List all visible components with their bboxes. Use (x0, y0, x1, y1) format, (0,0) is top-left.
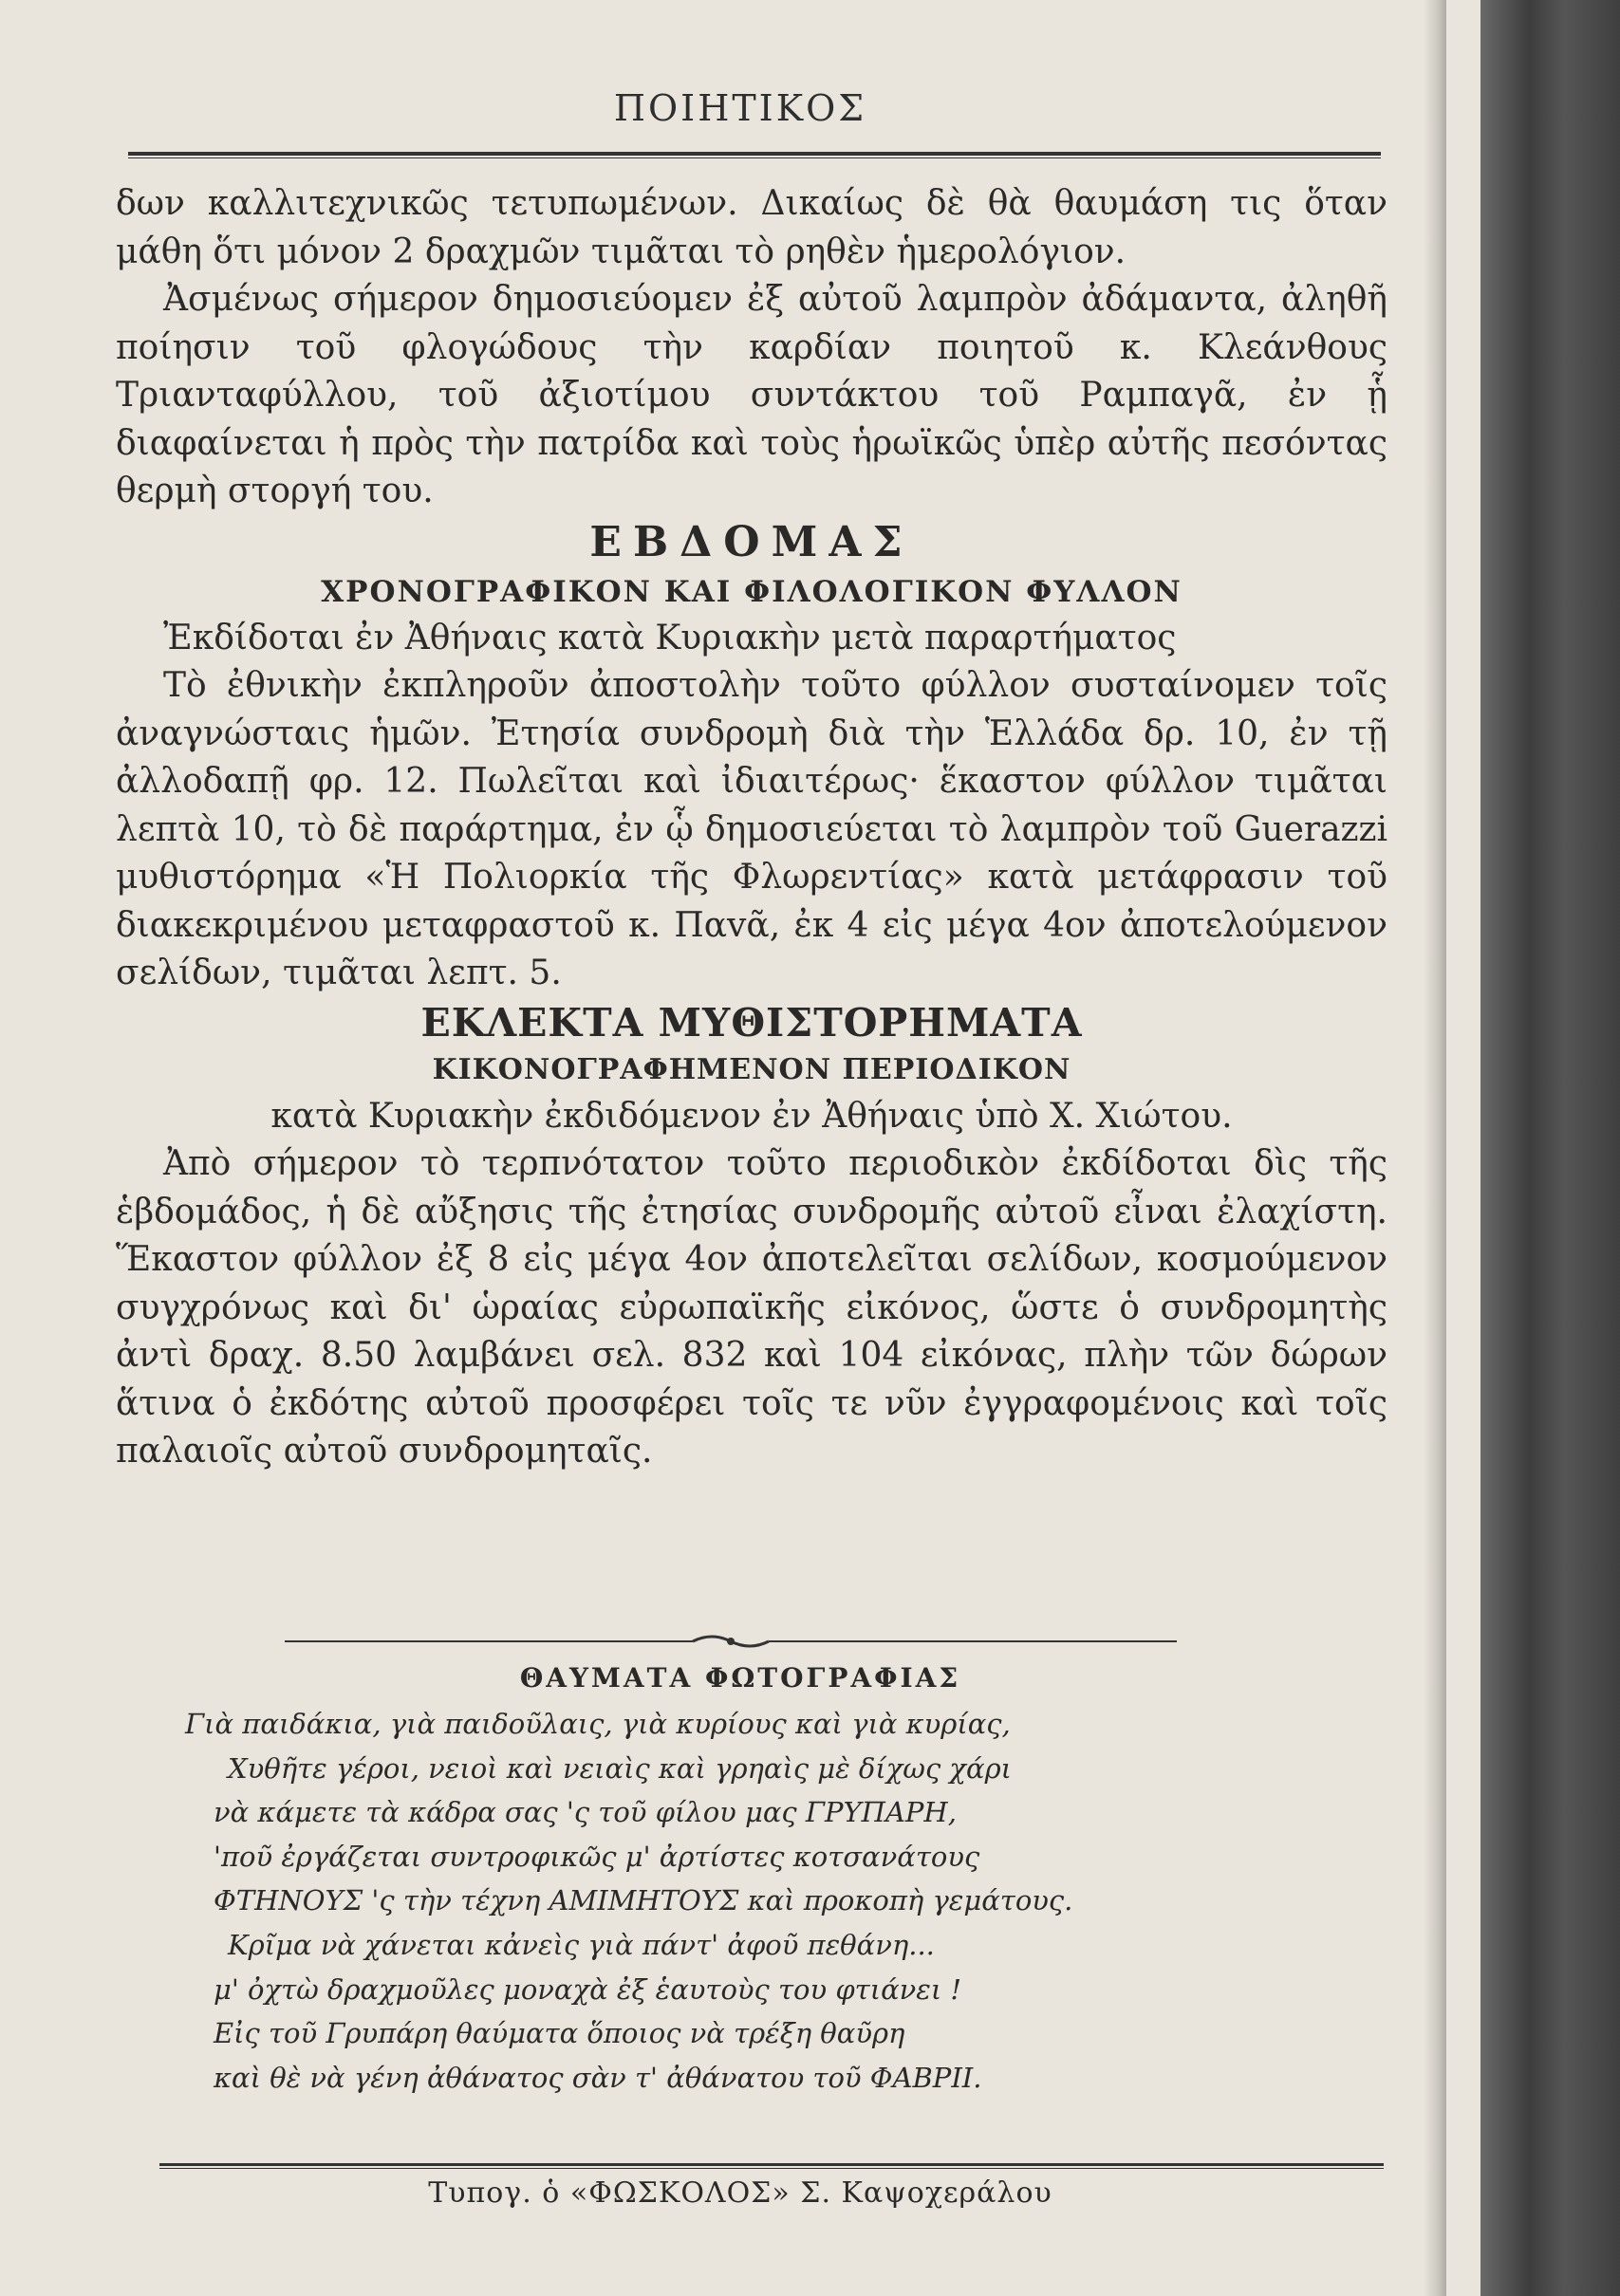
poem-line: Κρῖμα νὰ χάνεται κἀνεὶς γιὰ πάντ' ἀφοῦ πεθάνη... (228, 1928, 935, 1961)
printer-imprint: Τυπογ. ὁ «ΦΩΣΚΟΛΟΣ» Σ. Καψοχεράλου (428, 2176, 1052, 2210)
poem-line: 'ποῦ ἐργάζεται συντροφικῶς μ' ἀρτίστες κοτσανάτους (214, 1840, 980, 1873)
header-rule (128, 152, 1381, 158)
ebdomas-subtitle: ΧΡΟΝΟΓΡΑΦΙΚΟΝ ΚΑΙ ΦΙΛΟΛΟΓΙΚΟΝ ΦΥΛΛΟΝ (321, 574, 1182, 609)
eklekta-published-line: κατὰ Κυριακὴν ἐκδιδόμενον ἐν Ἀθήναις ὑπὸ Χ. Χιώτου. (270, 1096, 1233, 1136)
intro-tail-paragraph: δων καλλιτεχνικῶς τετυπωμένων. Δικαίως δὲ θὰ θαυμάση τις ὅταν μάθη ὅτι μόνον 2 δραχμῶν τιμᾶται τὸ ρηθὲν ἡμερολόγιον. (116, 184, 1387, 271)
ornamental-rule (285, 1630, 1177, 1653)
poem-line: νὰ κάμετε τὰ κάδρα σας 'ς τοῦ φίλου μας ΓΡΥΠΑΡΗ, (214, 1796, 957, 1829)
ebdomas-title: ΕΒΔΟΜΑΣ (589, 517, 914, 566)
poem (185, 1702, 1400, 2100)
poem-title: ΘΑΥΜΑΤΑ ΦΩΤΟΓΡΑΦΙΑΣ (519, 1662, 961, 1694)
poem-line: ΦΤΗΝΟΥΣ 'ς τὴν τέχνη ΑΜΙΜΗΤΟΥΣ καὶ προκοπὴ γεμάτους. (214, 1884, 1073, 1917)
scan-margin (1480, 0, 1620, 2296)
ebdomas-published-line: Ἐκδίδοται ἐν Ἀθήναις κατὰ Κυριακὴν μετὰ παραρτήματος (163, 618, 1177, 657)
poem-line: μ' ὀχτὼ δραχμοῦλες μοναχὰ ἐξ ἑαυτοὺς του φτιάνει ! (214, 1972, 962, 2006)
poem-line: Χυθῆτε γέροι, νειοὶ καὶ νειαὶς καὶ γρηαὶς μὲ δίχως χάρι (228, 1751, 1012, 1785)
poem-line: Εἰς τοῦ Γρυπάρη θαύματα ὅποιος νὰ τρέξη θαῦρη (214, 2017, 905, 2050)
poem-line: Γιὰ παιδάκια, γιὰ παιδοῦλαις, γιὰ κυρίους καὶ γιὰ κυρίας, (185, 1708, 1011, 1740)
main-text (116, 180, 1387, 1476)
eklekta-paragraph: Ἀπὸ σήμερον τὸ τερπνότατον τοῦτο περιοδικὸν ἐκδίδοται δὶς τῆς ἑβδομάδος, ἡ δὲ αὔξησις τῆς ἐτησίας συνδρομῆς αὐτοῦ εἶναι ἐλαχίστη. Ἕκαστον φύλλον ἐξ 8 εἰς μέγα 4ον ἀποτελεῖται σελίδων, κοσμούμενον συγχρόνως καὶ δι' ὡραίας εὐρωπαϊκῆς εἰκόνος, ὥστε ὁ συνδρομητὴς ἀντὶ δραχ. 8.50 λαμβάνει σελ. 832 καὶ 104 εἰκόνας, πλὴν τῶν δώρων ἅτινα ὁ ἐκδότης αὐτοῦ προσφέρει τοῖς τε νῦν ἐγγραφομένοις καὶ τοῖς παλαιοῖς αὐτοῦ συνδρομηταῖς. (116, 1144, 1387, 1471)
eklekta-title: ΕΚΛΕΚΤΑ ΜΥΘΙΣΤΟΡΗΜΑΤΑ (420, 999, 1083, 1046)
eklekta-subtitle: ΚΙΚΟΝΟΓΡΑΦΗΜΕΝΟΝ ΠΕΡΙΟΔΙΚΟΝ (432, 1052, 1071, 1086)
page-shadow (1424, 0, 1446, 2296)
ebdomas-paragraph: Τὸ ἐθνικὴν ἐκπληροῦν ἀποστολὴν τοῦτο φύλλον συσταίνομεν τοῖς ἀναγνώσταις ἡμῶν. Ἐτησία συνδρομὴ διὰ τὴν Ἑλλάδα δρ. 10, ἐν τῇ ἀλλοδαπῇ φρ. 12. Πωλεῖται καὶ ἰδιαιτέρως· ἕκαστον φύλλον τιμᾶται λεπτὰ 10, τὸ δὲ παράρτημα, ἐν ᾧ δημοσιεύεται τὸ λαμπρὸν τοῦ Guerazzi μυθιστόρημα «Ἡ Πολιορκία τῆς Φλωρεντίας» κατὰ μετάφρασιν τοῦ διακεκριμένου μεταφραστοῦ κ. Παvᾶ, ἐκ 4 εἰς μέγα 4ον ἀποτελούμενον σελίδων, τιμᾶται λεπτ. 5. (116, 666, 1387, 992)
footer-rule (159, 2163, 1384, 2169)
running-head: ΠΟΙΗΤΙΚΟΣ (613, 87, 867, 129)
poem-line: καὶ θὲ νὰ γένη ἀθάνατος σὰν τ' ἀθάνατου τοῦ ΦΑΒΡΙΙ. (214, 2061, 982, 2094)
intro-paragraph: Ἀσμένως σήμερον δημοσιεύομεν ἐξ αὐτοῦ λαμπρὸν ἀδάμαντα, ἀληθῆ ποίησιν τοῦ φλογώδους τὴν καρδίαν ποιητοῦ κ. Κλεάνθους Τριανταφύλλου, τοῦ ἀξιοτίμου συντάκτου τοῦ Ραμπαγᾶ, ἐν ᾗ διαφαίνεται ἡ πρὸς τὴν πατρίδα καὶ τοὺς ἡρωϊκῶς ὑπὲρ αὐτῆς πεσόντας θερμὴ στοργή του. (116, 280, 1387, 510)
